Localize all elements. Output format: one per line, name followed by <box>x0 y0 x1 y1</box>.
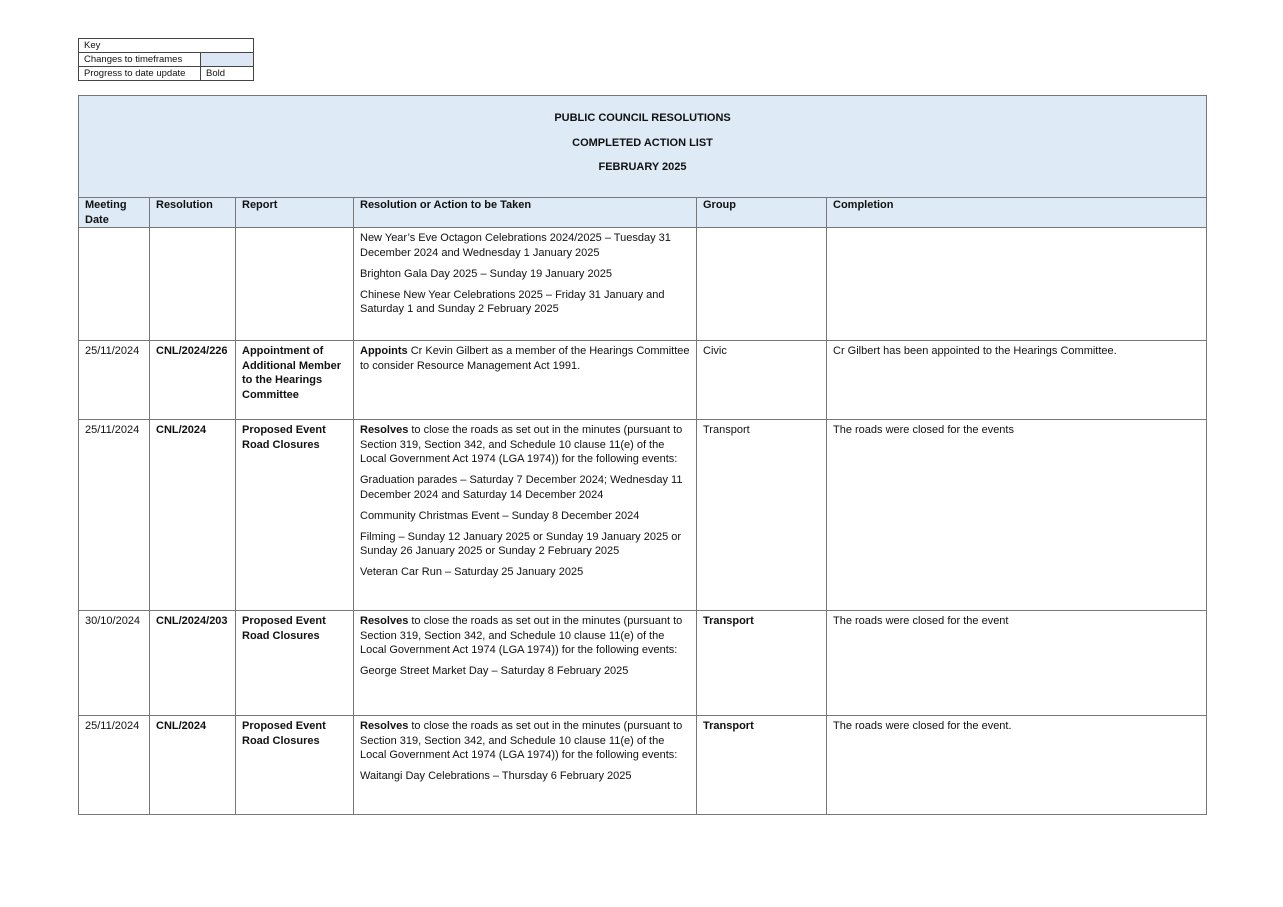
event-item: Waitangi Day Celebrations – Thursday 6 February 2025 <box>360 770 632 782</box>
report-cell <box>236 228 354 341</box>
completion-cell: The roads were closed for the event. <box>827 716 1207 815</box>
completion-cell: The roads were closed for the events <box>827 420 1207 611</box>
column-header: Resolution <box>150 198 236 228</box>
group-cell: Transport <box>697 420 827 611</box>
action-text: to close the roads as set out in the minutes (pursuant to Section 319, Section 342, and Schedule 10 clause 11(e) of the Local Government Act 1974 (LGA 1974)) for the following events: <box>360 424 683 465</box>
resolution-cell: CNL/2024 <box>150 716 236 815</box>
resolution-cell <box>150 228 236 341</box>
action-text: Cr Kevin Gilbert as a member of the Hearings Committee to consider Resource Management Act 1991. <box>360 345 690 372</box>
resolution-cell: CNL/2024/203 <box>150 611 236 716</box>
action-text: to close the roads as set out in the minutes (pursuant to Section 319, Section 342, and Schedule 10 clause 11(e) of the Local Government Act 1974 (LGA 1974)) for the following events: <box>360 720 683 761</box>
event-item: Chinese New Year Celebrations 2025 – Friday 31 January and Saturday 1 and Sunday 2 February 2025 <box>360 288 665 315</box>
event-item: George Street Market Day – Saturday 8 February 2025 <box>360 665 629 677</box>
action-cell <box>354 228 697 341</box>
report-cell: Proposed Event Road Closures <box>236 420 354 611</box>
report-cell: Proposed Event Road Closures <box>236 716 354 815</box>
key-table <box>78 38 254 81</box>
title-block <box>79 96 1207 198</box>
action-paragraph <box>360 423 691 467</box>
page-subtitle: COMPLETED ACTION LIST <box>572 136 713 149</box>
completion-cell: The roads were closed for the event <box>827 611 1207 716</box>
group-cell <box>697 228 827 341</box>
key-row <box>79 67 254 81</box>
page-period: FEBRUARY 2025 <box>598 161 687 173</box>
page-title: PUBLIC COUNCIL RESOLUTIONS <box>554 112 731 124</box>
action-text: to close the roads as set out in the minutes (pursuant to Section 319, Section 342, and Schedule 10 clause 11(e) of the Local Government Act 1974 (LGA 1974)) for the following events: <box>360 615 683 656</box>
action-paragraph <box>360 719 691 763</box>
group-cell: Transport <box>697 611 827 716</box>
action-paragraph <box>360 344 691 373</box>
column-header: Report <box>236 198 354 228</box>
resolution-cell: CNL/2024/226 <box>150 341 236 420</box>
table-row <box>79 420 1207 611</box>
action-paragraph <box>360 614 691 658</box>
key-swatch <box>201 53 254 67</box>
report-cell: Proposed Event Road Closures <box>236 611 354 716</box>
key-title: Key <box>79 39 254 53</box>
table-row <box>79 716 1207 815</box>
key-title-row <box>79 39 254 53</box>
action-cell <box>354 341 697 420</box>
column-header: Group <box>697 198 827 228</box>
group-cell: Transport <box>697 716 827 815</box>
key-value: Bold <box>201 67 254 81</box>
action-verb: Resolves <box>360 720 409 732</box>
action-cell <box>354 611 697 716</box>
key-label: Changes to timeframes <box>79 53 201 67</box>
completion-cell <box>827 228 1207 341</box>
table-body <box>79 228 1207 815</box>
title-row <box>79 96 1207 198</box>
action-cell <box>354 716 697 815</box>
event-item: Brighton Gala Day 2025 – Sunday 19 January 2025 <box>360 267 612 280</box>
event-item: Filming – Sunday 12 January 2025 or Sunday 19 January 2025 or Sunday 26 January 2025 or Sunday 2 February 2025 <box>360 530 682 557</box>
action-list-table <box>78 95 1207 815</box>
column-header: Meeting Date <box>79 198 150 228</box>
event-item: Veteran Car Run – Saturday 25 January 2025 <box>360 566 584 578</box>
table-row <box>79 611 1207 716</box>
report-cell: Appointment of Additional Member to the Hearings Committee <box>236 341 354 420</box>
meeting-date-cell <box>79 228 150 341</box>
resolution-cell: CNL/2024 <box>150 420 236 611</box>
event-item: New Year’s Eve Octagon Celebrations 2024/2025 – Tuesday 31 December 2024 and Wednesday 1 January 2025 <box>360 232 671 259</box>
table-row <box>79 228 1207 341</box>
key-label: Progress to date update <box>79 67 201 81</box>
table-row <box>79 341 1207 420</box>
column-header: Resolution or Action to be Taken <box>354 198 697 228</box>
action-verb: Resolves <box>360 615 409 627</box>
meeting-date-cell: 25/11/2024 <box>79 716 150 815</box>
meeting-date-cell: 25/11/2024 <box>79 420 150 611</box>
column-header-row <box>79 198 1207 228</box>
key-row <box>79 53 254 67</box>
group-cell: Civic <box>697 341 827 420</box>
meeting-date-cell: 25/11/2024 <box>79 341 150 420</box>
action-verb: Appoints <box>360 345 408 357</box>
action-cell <box>354 420 697 611</box>
event-item: Community Christmas Event – Sunday 8 December 2024 <box>360 509 640 522</box>
completion-cell: Cr Gilbert has been appointed to the Hearings Committee. <box>827 341 1207 420</box>
action-verb: Resolves <box>360 424 409 436</box>
column-header: Completion <box>827 198 1207 228</box>
meeting-date-cell: 30/10/2024 <box>79 611 150 716</box>
event-item: Graduation parades – Saturday 7 December 2024; Wednesday 11 December 2024 and Saturday 14 December 2024 <box>360 474 683 501</box>
